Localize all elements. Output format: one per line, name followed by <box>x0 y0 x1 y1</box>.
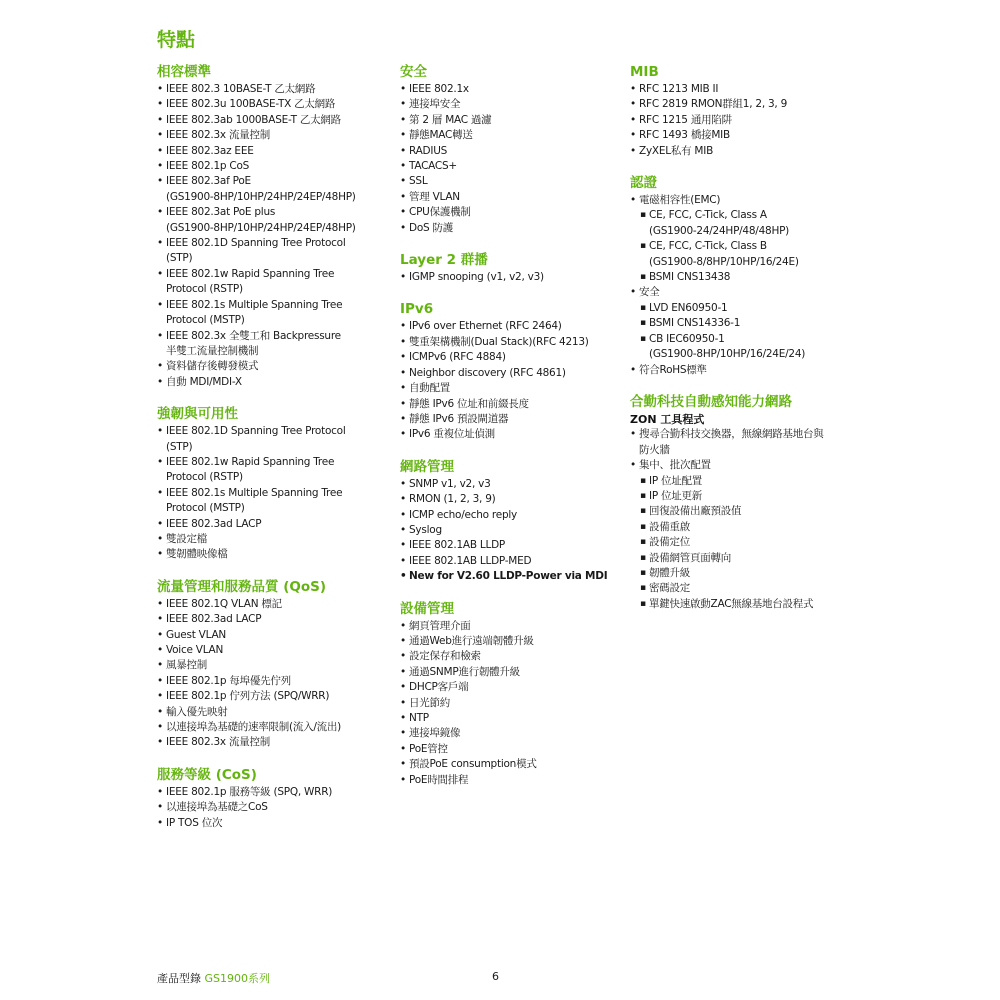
feature-item: • ICMPv6 (RFC 4884) <box>400 350 622 365</box>
feature-item: • IEEE 802.1D Spanning Tree Protocol (STP) <box>157 236 392 267</box>
feature-item: • 設定保存和檢索 <box>400 649 622 664</box>
feature-item: • 管理 VLAN <box>400 190 622 205</box>
feature-item: • 通過Web進行遠端韌體升級 <box>400 634 622 649</box>
feature-item: • New for V2.60 LLDP-Power via MDI <box>400 569 622 584</box>
feature-item: • PoE管控 <box>400 742 622 757</box>
feature-item: • IEEE 802.1p CoS <box>157 159 392 174</box>
feature-section <box>157 577 392 751</box>
section-heading: 流量管理和服務品質 (QoS) <box>157 578 327 595</box>
feature-list <box>400 619 622 788</box>
feature-item: • 連接埠鏡像 <box>400 726 622 741</box>
feature-item: • IEEE 802.1x <box>400 82 622 97</box>
feature-section <box>400 599 622 788</box>
feature-item: • IEEE 802.3az EEE <box>157 144 392 159</box>
feature-item: • 日光節約 <box>400 696 622 711</box>
feature-subitem: ▪ 設備定位 <box>630 535 860 550</box>
feature-item: • IEEE 802.3ad LACP <box>157 612 392 627</box>
section-heading: MIB <box>630 64 659 80</box>
page-number: 6 <box>492 970 499 983</box>
feature-item: • SNMP v1, v2, v3 <box>400 477 622 492</box>
feature-section <box>630 392 860 612</box>
features-column-2 <box>400 62 622 802</box>
feature-section <box>157 404 392 563</box>
feature-item: • 網頁管理介面 <box>400 619 622 634</box>
feature-subitem: ▪ 密碼設定 <box>630 581 860 596</box>
feature-item: • IEEE 802.1p 佇列方法 (SPQ/WRR) <box>157 689 392 704</box>
feature-item: • IEEE 802.1p 服務等級 (SPQ, WRR) <box>157 785 392 800</box>
feature-item: • DoS 防護 <box>400 221 622 236</box>
feature-item: • RFC 1493 橋接MIB <box>630 128 860 143</box>
feature-item: • PoE時間排程 <box>400 773 622 788</box>
feature-item: • 輸入優先映射 <box>157 705 392 720</box>
feature-item: • 靜態MAC轉送 <box>400 128 622 143</box>
feature-item: • RFC 1213 MIB II <box>630 82 860 97</box>
feature-list <box>400 82 622 236</box>
feature-item: • 通過SNMP進行韌體升級 <box>400 665 622 680</box>
feature-list <box>630 193 860 378</box>
feature-subitem: ▪ CE, FCC, C-Tick, Class B (GS1900-8/8HP/10HP/16/24E) <box>630 239 860 270</box>
feature-item: • 靜態 IPv6 位址和前綴長度 <box>400 397 622 412</box>
feature-subitem: ▪ CE, FCC, C-Tick, Class A (GS1900-24/24HP/48/48HP) <box>630 208 860 239</box>
feature-subitem: ▪ IP 位址更新 <box>630 489 860 504</box>
feature-item: • IEEE 802.1Q VLAN 標記 <box>157 597 392 612</box>
feature-subitem: ▪ BSMI CNS13438 <box>630 270 860 285</box>
feature-list <box>157 597 392 751</box>
feature-item: • IEEE 802.3af PoE (GS1900-8HP/10HP/24HP/24EP/48HP) <box>157 174 392 205</box>
feature-item: • IP TOS 位次 <box>157 816 392 831</box>
feature-subitem: ▪ CB IEC60950-1 (GS1900-8HP/10HP/16/24E/24) <box>630 332 860 363</box>
feature-item: • Neighbor discovery (RFC 4861) <box>400 366 622 381</box>
section-heading: Layer 2 群播 <box>400 252 488 269</box>
footer-model: GS1900系列 <box>204 972 271 985</box>
feature-item: • Syslog <box>400 523 622 538</box>
feature-item: • IEEE 802.3 10BASE-T 乙太網路 <box>157 82 392 97</box>
section-heading: 安全 <box>400 64 427 80</box>
feature-item: • IEEE 802.3ad LACP <box>157 517 392 532</box>
section-heading: 服務等級 (CoS) <box>157 766 257 783</box>
feature-item: • 搜尋合勤科技交換器，無線網路基地台與 防火牆 <box>630 427 860 458</box>
feature-section <box>630 173 860 378</box>
feature-item: • IPv6 重複位址偵測 <box>400 427 622 442</box>
feature-item: • 雙韌體映像檔 <box>157 547 392 562</box>
feature-item: • 資料儲存後轉發模式 <box>157 359 392 374</box>
feature-item: • IGMP snooping (v1, v2, v3) <box>400 270 622 285</box>
feature-subitem: ▪ 單鍵快速啟動ZAC無線基地台設程式 <box>630 597 860 612</box>
feature-item: • 以連接埠為基礎之CoS <box>157 800 392 815</box>
section-heading: IPv6 <box>400 301 434 318</box>
feature-subitem: ▪ LVD EN60950-1 <box>630 301 860 316</box>
section-heading: 強韌與可用性 <box>157 406 238 423</box>
feature-item: • IEEE 802.1w Rapid Spanning Tree Protocol (RSTP) <box>157 267 392 298</box>
page-title: 特點 <box>157 29 196 51</box>
features-column-1 <box>157 62 392 845</box>
section-heading: 網路管理 <box>400 458 454 475</box>
feature-item: • IEEE 802.3x 全雙工和 Backpressure 半雙工流量控制機制 <box>157 329 392 360</box>
feature-item: • 連接埠安全 <box>400 97 622 112</box>
feature-subitem: ▪ 設備重啟 <box>630 520 860 535</box>
feature-list <box>157 82 392 390</box>
feature-item: • IEEE 802.3u 100BASE-TX 乙太網路 <box>157 97 392 112</box>
feature-list <box>157 424 392 563</box>
feature-item: • SSL <box>400 174 622 189</box>
feature-list <box>630 82 860 159</box>
feature-section <box>400 457 622 585</box>
feature-item: • IEEE 802.3x 流量控制 <box>157 735 392 750</box>
feature-item: • CPU保護機制 <box>400 205 622 220</box>
feature-section <box>157 62 392 390</box>
feature-item: • ZyXEL私有 MIB <box>630 144 860 159</box>
features-column-3 <box>630 62 860 626</box>
footer-label: 產品型錄 <box>157 972 201 985</box>
feature-item: • Guest VLAN <box>157 628 392 643</box>
footer <box>157 970 270 986</box>
feature-subitem: ▪ IP 位址配置 <box>630 474 860 489</box>
feature-subitem: ▪ 設備網管頁面轉向 <box>630 551 860 566</box>
section-heading: 相容標準 <box>157 64 211 80</box>
feature-item: • 以連接埠為基礎的速率限制(流入/流出) <box>157 720 392 735</box>
feature-subitem: ▪ 韌體升級 <box>630 566 860 581</box>
feature-list <box>400 319 622 442</box>
feature-item: • IPv6 over Ethernet (RFC 2464) <box>400 319 622 334</box>
feature-item: • IEEE 802.1AB LLDP <box>400 538 622 553</box>
feature-item: • IEEE 802.1s Multiple Spanning Tree Protocol (MSTP) <box>157 486 392 517</box>
feature-item: • RFC 2819 RMON群組1, 2, 3, 9 <box>630 97 860 112</box>
feature-item: • IEEE 802.3ab 1000BASE-T 乙太網路 <box>157 113 392 128</box>
feature-item: • 靜態 IPv6 預設閘道器 <box>400 412 622 427</box>
feature-item: • DHCP客戶端 <box>400 680 622 695</box>
feature-item: • 自動配置 <box>400 381 622 396</box>
feature-item: • IEEE 802.1D Spanning Tree Protocol (STP) <box>157 424 392 455</box>
feature-item: • RADIUS <box>400 144 622 159</box>
feature-item: • 雙重架構機制(Dual Stack)(RFC 4213) <box>400 335 622 350</box>
feature-section <box>630 62 860 159</box>
feature-list <box>400 477 622 585</box>
feature-item: • 符合RoHS標準 <box>630 363 860 378</box>
feature-item: • IEEE 802.3x 流量控制 <box>157 128 392 143</box>
section-heading: 合勤科技自動感知能力網路 <box>630 393 792 410</box>
section-subheading: ZON 工具程式 <box>630 412 705 426</box>
feature-list <box>400 270 622 285</box>
feature-item: • 預設PoE consumption模式 <box>400 757 622 772</box>
feature-item: • 自動 MDI/MDI-X <box>157 375 392 390</box>
feature-item: • IEEE 802.1AB LLDP-MED <box>400 554 622 569</box>
feature-item: • IEEE 802.1w Rapid Spanning Tree Protocol (RSTP) <box>157 455 392 486</box>
feature-item: • 第 2 層 MAC 過濾 <box>400 113 622 128</box>
feature-item: • TACACS+ <box>400 159 622 174</box>
feature-item: • 安全 <box>630 285 860 300</box>
feature-item: • 電磁相容性(EMC) <box>630 193 860 208</box>
feature-item: • IEEE 802.1s Multiple Spanning Tree Protocol (MSTP) <box>157 298 392 329</box>
feature-item: • Voice VLAN <box>157 643 392 658</box>
feature-item: • IEEE 802.3at PoE plus (GS1900-8HP/10HP/24HP/24EP/48HP) <box>157 205 392 236</box>
feature-item: • ICMP echo/echo reply <box>400 508 622 523</box>
feature-list <box>157 785 392 831</box>
feature-item: • 集中、批次配置 <box>630 458 860 473</box>
feature-subitem: ▪ BSMI CNS14336-1 <box>630 316 860 331</box>
feature-section <box>157 765 392 831</box>
feature-list <box>630 427 860 612</box>
feature-item: • 風暴控制 <box>157 658 392 673</box>
feature-item: • IEEE 802.1p 每埠優先佇列 <box>157 674 392 689</box>
feature-section <box>400 250 622 285</box>
feature-item: • NTP <box>400 711 622 726</box>
feature-subitem: ▪ 回復設備出廠預設值 <box>630 504 860 519</box>
feature-section <box>400 62 622 236</box>
feature-section <box>400 299 622 442</box>
section-heading: 認證 <box>630 175 657 192</box>
feature-item: • 雙設定檔 <box>157 532 392 547</box>
feature-item: • RFC 1215 通用陷阱 <box>630 113 860 128</box>
feature-item: • RMON (1, 2, 3, 9) <box>400 492 622 507</box>
section-heading: 設備管理 <box>400 600 454 617</box>
